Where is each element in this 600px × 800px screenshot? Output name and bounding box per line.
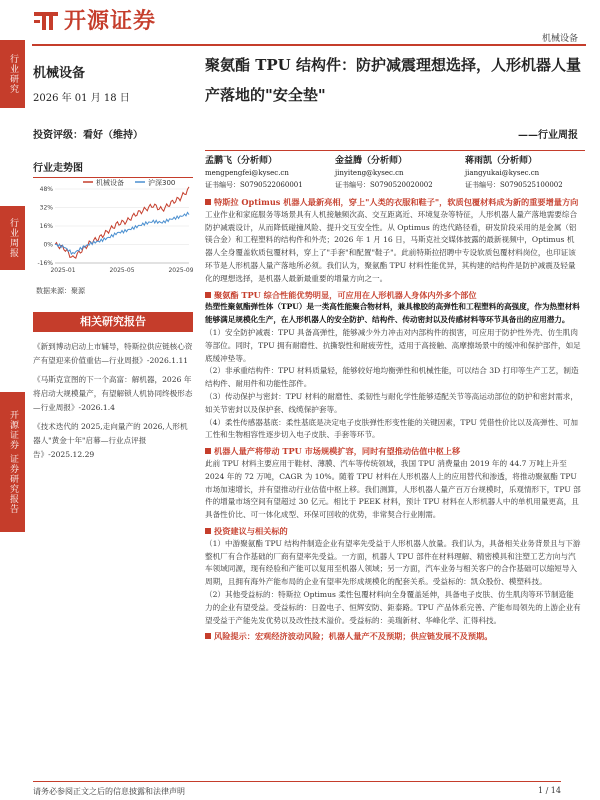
series-line: [55, 212, 189, 254]
author-list: [205, 150, 585, 191]
author-cert: 证书编号：S0790520020002: [335, 181, 433, 189]
brand-mark-icon: [32, 9, 60, 31]
trend-chart: [33, 175, 193, 280]
sidebar-tag-industry-research: 行业研究: [0, 40, 25, 108]
author-email[interactable]: mengpengfei@kysec.cn: [205, 169, 289, 177]
footer-disclaimer: 请务必参阅正文之后的信息披露和法律声明: [33, 787, 185, 796]
section-paragraph: 工业作业和家庭服务等场景具有人机接触频次高、交互距离近、环境复杂等特征，人形机器人量产落地需要综合防护减震设计，从而降低碰撞风险、提升交互安全性。从 Optimus 的迭代路径看，研发阶段采用的是金属（铝镁合金）和工程塑料的结构件和外壳；2026 年 1 月 16 日，马斯克社交媒体披露的最新视频中，Optimus 机器人全身覆盖软质包覆材料，穿上了"手套"和配置"鞋子"。此前特斯拉招聘中专设软质包覆材料岗位，也印证该环节是人形机器人量产落地所必须。我们认为，聚氨酯 TPU 材料性能优异，其构建的结构件是防护减震及轻量化的理想选择，是机器人最新最重要的增量方向之一。: [205, 209, 578, 283]
section-list-item: （2）非承重结构件：TPU 材料质量轻，能够较好地均衡弹性和机械性能，可以结合 3D 打印等生产工艺，制造结构件、耐用件和功能性部件。: [205, 366, 579, 389]
section-list-item: （3）传动保护与密封：TPU 材料的耐磨性、柔韧性与耐化学性能够适配关节等高运动部位的防护和密封需求，如关节密封以及保护套、线缆保护套等。: [205, 391, 578, 414]
section-heading: 机器人量产将带动 TPU 市场规模扩容，同时有望推动估值中枢上移: [205, 445, 581, 458]
y-tick-label: 48%: [39, 186, 53, 193]
main-header: [205, 50, 585, 110]
section-paragraph: 此前 TPU 材料主要应用于鞋材、薄膜、汽车等传统领域，我国 TPU 消费量由 2019 年的 44.7 万吨上升至 2024 年的 72 万吨，CAGR 为 10%。随着 TPU 材料在人形机器人上的应用替代和渗透，将推动聚氨酯 TPU 市场加速增长，并有望推动行业估值中枢上移。我们测算，人形机器人量产百万台规模时，乐观情形下，TPU 部件的增量市场空间有望超过 30 亿元。相比于 PEEK 材料，预计 TPU 材料在人形机器人中的单机用量更高，且具备性价比、可一体化成型、环保可回收的优势，非常契合行业刚需。: [205, 458, 581, 520]
header-divider: [32, 44, 586, 46]
author-card: [335, 155, 455, 191]
related-reports-list: [33, 340, 193, 467]
author-cert: 证书编号：S0790525100002: [465, 181, 563, 189]
trend-chart-title: 行业走势图: [33, 159, 193, 178]
author-name: 孟鹏飞（分析师）: [205, 156, 278, 166]
left-sidebar: [0, 0, 25, 800]
section-list-item: （4）柔性传感器基底：柔性基底是决定电子皮肤弹性形变性能的关键因素，TPU 凭借性价比以及高弹性、可加工性和生物相容性逐步切入电子皮肤、手套等环节。: [205, 417, 578, 440]
report-date: 2026 年 01 月 18 日: [33, 93, 130, 104]
y-tick-label: 0%: [43, 241, 53, 249]
sidebar-tag-securities-report: 开源证券 证券研究报告: [0, 392, 25, 532]
report-title: 聚氨酯 TPU 结构件：防护减震理想选择，人形机器人量产落地的"安全垫": [205, 56, 581, 104]
sector-name: 机械设备: [33, 66, 86, 81]
x-tick-label: 2025-01: [50, 267, 76, 274]
section-list-item: （1）中游聚氨酯 TPU 结构件制造企业有望率先受益于人形机器人放量。我们认为，具备相关业务背景且与下游整机厂有合作基础的厂商有望率先受益。一方面，机器人 TPU 部件在材料理解、精密模具和注塑工艺方向与汽车领域同源，现有经验和产能可以复用至机器人领域；另一方面，汽车业务与相关客户的合作基础可以缩短导入周期，且拥有海外产能布局的企业有望率先形成规模化的配套关系。受益标的：凯众股份、模塑科技。: [205, 538, 581, 587]
bullet-icon: [205, 633, 211, 639]
legend-label: 机械设备: [96, 179, 124, 187]
x-tick-label: 2025-05: [109, 267, 135, 274]
y-tick-label: 32%: [39, 204, 53, 212]
bullet-icon: [205, 292, 211, 298]
author-name: 金益腾（分析师）: [335, 156, 408, 166]
related-report-item[interactable]: 《新到博动启动上市辅导，特斯拉供应链核心资产有望迎来价值重估—行业周报》-2026.1.11: [33, 342, 193, 365]
series-line: [55, 187, 189, 258]
trend-chart-svg: [33, 175, 193, 280]
chart-source: 数据来源：聚源: [36, 287, 85, 295]
section-list-item: （2）其他受益标的：特斯拉 Optimus 柔性包覆材料向全身覆盖延伸，具备电子皮肤、仿生肌肉等环节制造能力的企业有望受益。受益标的：日盈电子、恒辉安防、鉅泰路。TPU 产品体系完善、产能布局领先的上游企业有望受益于产能先发优势以及改性技术溢价。受益标的：美瑞新材、华峰化学、汇得科技。: [205, 589, 581, 625]
header-category: 机械设备: [541, 34, 578, 44]
bullet-icon: [205, 199, 211, 205]
risk-notice: 风险提示：宏观经济波动风险；机器人量产不及预期；供应链发展不及预期。: [205, 630, 581, 643]
bullet-icon: [205, 528, 211, 534]
y-tick-label: 16%: [39, 223, 53, 230]
section-list-item: （1）安全防护减震：TPU 具备高弹性，能够减少外力冲击对内部构件的损害，可应用于防护性外壳、仿生肌肉等部位。同时，TPU 拥有耐磨性、抗撕裂性和耐疲劳性，适用于高接触、高摩擦场景中的缓冲和保护部件，如足底缓冲垫等。: [205, 327, 581, 363]
section-heading: 投资建议与相关标的: [205, 525, 581, 538]
legend-label: 沪深300: [148, 179, 176, 187]
related-report-item[interactable]: 《马斯克宣图的下一个高富：解机器，2026 年将启动大规模量产，有望解锁人机协同终极形态—行业周报》-2026.1.4: [33, 375, 193, 412]
author-name: 蒋雨凯（分析师）: [465, 156, 538, 166]
y-tick-label: -16%: [37, 260, 53, 267]
page-footer: [33, 781, 561, 797]
author-card: [205, 155, 325, 191]
author-email[interactable]: jinyiteng@kysec.cn: [335, 169, 404, 177]
author-cert: 证书编号：S0790522060001: [205, 181, 303, 189]
related-reports-title: 相关研究报告: [33, 312, 193, 332]
brand-name: 开源证券: [64, 9, 157, 34]
author-email[interactable]: jiangyukai@kysec.cn: [465, 169, 540, 177]
page-number: 1 / 14: [537, 786, 561, 795]
report-body: [205, 196, 581, 643]
section-heading: 聚氨酯 TPU 综合性能优势明显，可应用在人形机器人身体内外多个部位: [205, 289, 581, 302]
bullet-icon: [205, 448, 211, 454]
sidebar-tag-weekly: 行业周报: [0, 206, 25, 270]
left-column: [33, 50, 193, 178]
author-card: [465, 155, 585, 191]
related-report-item[interactable]: 《技术迭代的 2025,走向量产的 2026,人形机器人"黄金十年"启幕—行业点评报告》-2025.12.29: [33, 422, 188, 459]
investment-rating: 投资评级：看好（维持）: [33, 130, 143, 141]
brand-logo: [32, 4, 156, 35]
section-paragraph: 热塑性聚氨酯弹性体（TPU）是一类高性能聚合物材料，兼具橡胶的高弹性和工程塑料的高强度，作为热塑材料能够满足规模化生产，在人形机器人的安全防护、结构件、传动密封以及传感材料等环节具备出的应用潜力。: [205, 302, 580, 325]
report-type: ——行业周报: [518, 130, 578, 141]
x-tick-label: 2025-09: [168, 267, 193, 274]
section-heading: 特斯拉 Optimus 机器人最新亮相，穿上"人类的衣服和鞋子"，软质包覆材料成为新的重要增量方向: [205, 196, 581, 209]
